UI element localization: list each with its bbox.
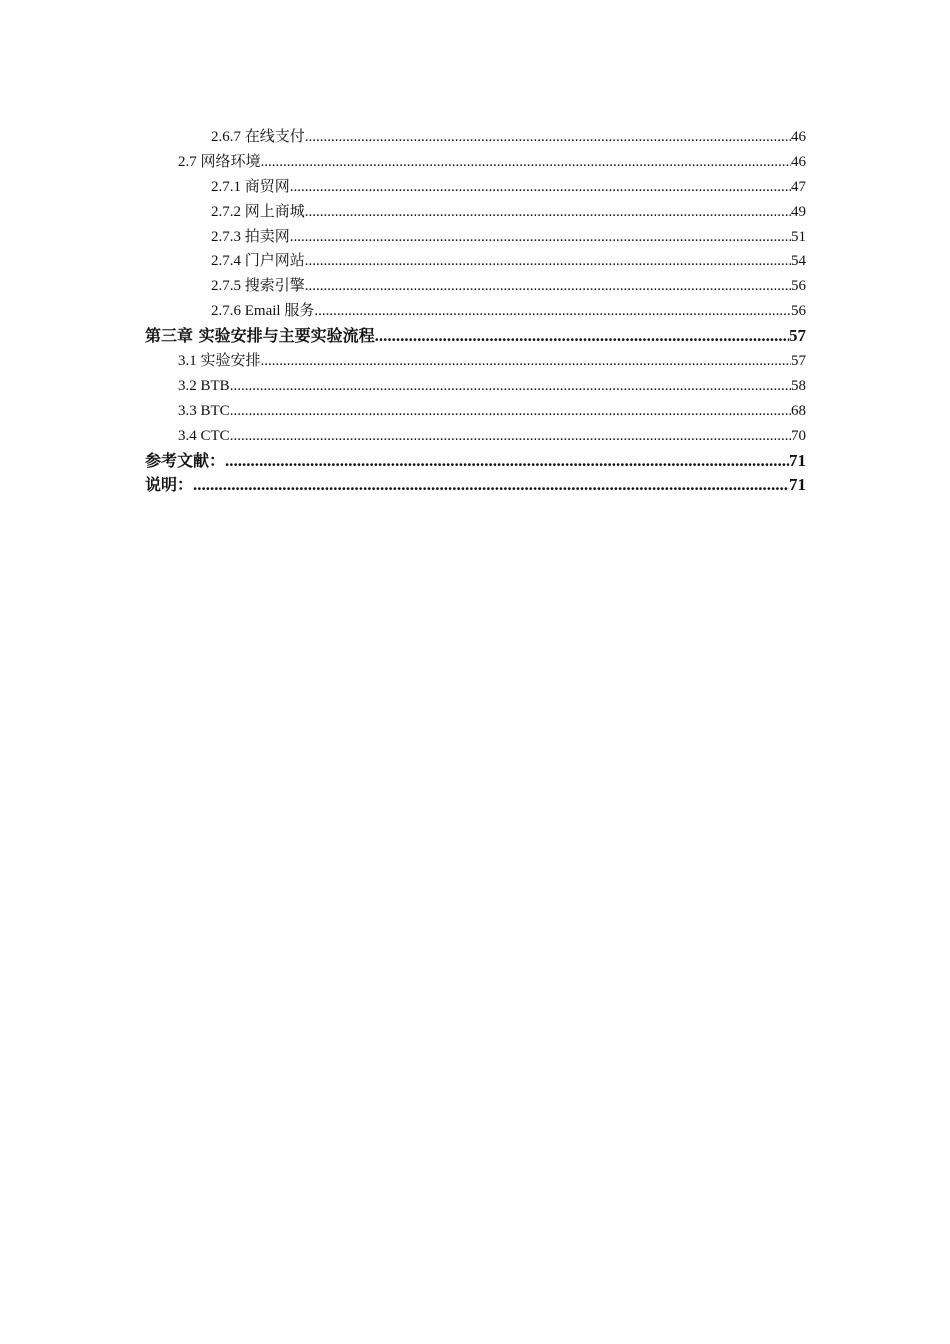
- toc-dot-leader: [314, 299, 791, 324]
- toc-page-number: 58: [791, 377, 806, 394]
- toc-chapter-entry[interactable]: [145, 449, 806, 474]
- toc-dot-leader: [290, 175, 791, 200]
- toc-dot-leader: [305, 274, 791, 299]
- toc-entry-title: 2.7.6 Email 服务: [211, 303, 315, 320]
- toc-page-number: 47: [791, 178, 806, 195]
- toc-page-number: 71: [789, 475, 806, 495]
- toc-entry-title: 说明：: [145, 475, 194, 495]
- toc-entry-title: 2.7.4 门户网站: [211, 253, 305, 270]
- toc-chapter-entry[interactable]: [145, 473, 806, 498]
- toc-entry[interactable]: [145, 424, 806, 449]
- toc-entry[interactable]: [145, 399, 806, 424]
- toc-dot-leader: [193, 473, 789, 498]
- toc-dot-leader: [305, 249, 791, 274]
- toc-entry[interactable]: [145, 349, 806, 374]
- toc-entry-title: 2.6.7 在线支付: [211, 129, 305, 145]
- toc-dot-leader: [305, 200, 791, 225]
- toc-dot-leader: [230, 424, 791, 449]
- toc-page-number: 70: [791, 427, 806, 444]
- toc-entry-title: 2.7.3 拍卖网: [211, 228, 290, 245]
- toc-page-number: 49: [791, 203, 806, 220]
- toc-entry-title: 2.7.5 搜索引擎: [211, 278, 305, 295]
- toc-dot-leader: [305, 125, 791, 150]
- toc-entry[interactable]: [145, 200, 806, 225]
- toc-entry[interactable]: [145, 225, 806, 250]
- toc-page-number: 56: [791, 278, 806, 295]
- toc-dot-leader: [290, 225, 791, 250]
- toc-entry[interactable]: [145, 150, 806, 175]
- toc-entry-title: 3.1 实验安排: [178, 353, 261, 370]
- toc-page-number: 57: [789, 326, 806, 346]
- toc-entry[interactable]: [145, 274, 806, 299]
- toc-page-number: 56: [791, 303, 806, 320]
- toc-dot-leader: [230, 374, 791, 399]
- toc-page-number: 57: [791, 353, 806, 370]
- toc-entry-title: 2.7.1 商贸网: [211, 178, 290, 195]
- toc-page-number: 46: [791, 153, 806, 170]
- toc-entry-title: 第三章 实验安排与主要实验流程: [145, 326, 375, 346]
- toc-entry-title: 3.2 BTB: [178, 377, 230, 394]
- toc-page-number: 68: [791, 402, 806, 419]
- toc-entry-title: 2.7 网络环境: [178, 153, 261, 170]
- toc-page-number: 51: [791, 228, 806, 245]
- toc-entry[interactable]: [145, 249, 806, 274]
- table-of-contents: [145, 125, 806, 498]
- toc-entry[interactable]: [145, 125, 806, 150]
- toc-chapter-entry[interactable]: [145, 324, 806, 349]
- toc-entry[interactable]: [145, 374, 806, 399]
- toc-entry-title: 参考文献：: [145, 450, 226, 470]
- toc-entry[interactable]: [145, 299, 806, 324]
- toc-page-number: 54: [791, 253, 806, 270]
- toc-dot-leader: [225, 449, 789, 474]
- toc-dot-leader: [230, 399, 791, 424]
- toc-page-number: 71: [789, 450, 806, 470]
- toc-entry-title: 3.3 BTC: [178, 402, 230, 419]
- toc-dot-leader: [375, 324, 789, 349]
- toc-entry-title: 3.4 CTC: [178, 427, 230, 444]
- toc-entry[interactable]: [145, 175, 806, 200]
- toc-entry-title: 2.7.2 网上商城: [211, 203, 305, 220]
- toc-page-number: 46: [791, 129, 806, 145]
- toc-dot-leader: [261, 150, 791, 175]
- toc-dot-leader: [261, 349, 791, 374]
